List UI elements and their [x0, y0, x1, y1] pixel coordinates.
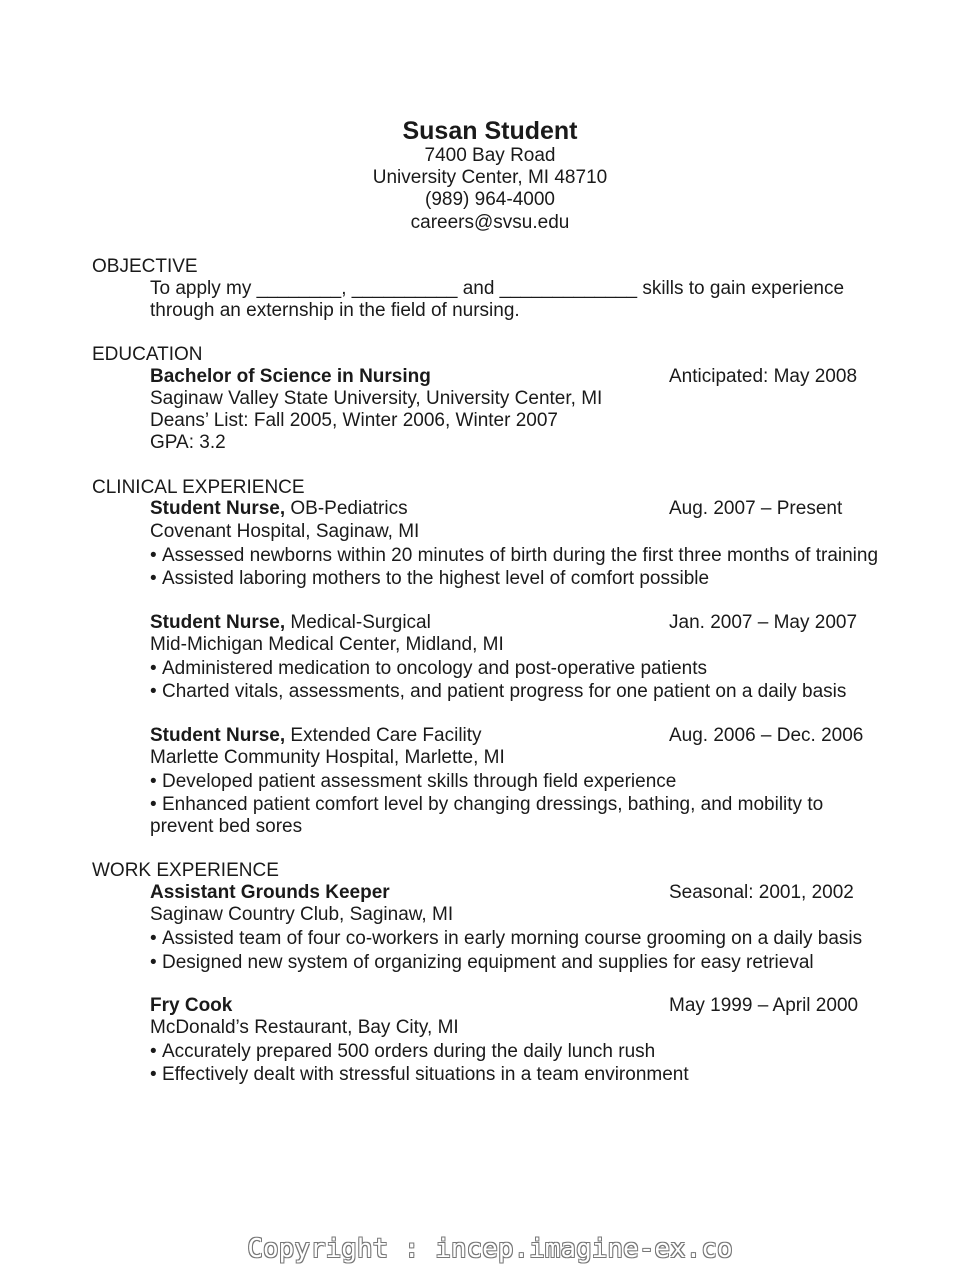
clinical-heading: CLINICAL EXPERIENCE [92, 477, 305, 498]
email: careers@svsu.edu [410, 212, 570, 233]
list-item-continuation: prevent bed sores [150, 816, 303, 837]
objective-line-1: To apply my ________, __________ and _____________ skills to gain experience [150, 278, 845, 299]
objective-heading: OBJECTIVE [92, 256, 198, 277]
list-item: • Assisted laboring mothers to the highest level of comfort possible [150, 568, 710, 589]
work-job-1-date: Seasonal: 2001, 2002 [669, 882, 854, 903]
clinical-job-2-place: Mid-Michigan Medical Center, Midland, MI [150, 634, 504, 655]
work-job-1-title: Assistant Grounds Keeper [150, 882, 390, 903]
list-item: • Developed patient assessment skills through field experience [150, 771, 677, 792]
job-unit: Medical-Surgical [285, 612, 431, 633]
bullet-icon: • [150, 681, 157, 702]
job-unit: OB-Pediatrics [285, 498, 408, 519]
clinical-job-2-title [150, 612, 431, 634]
bullet-icon: • [150, 568, 157, 589]
clinical-job-3-place: Marlette Community Hospital, Marlette, MI [150, 747, 505, 768]
address-line-1: 7400 Bay Road [424, 145, 556, 166]
clinical-job-1-place: Covenant Hospital, Saginaw, MI [150, 521, 420, 542]
bullet-icon: • [150, 545, 157, 566]
list-item: • Administered medication to oncology and post-operative patients [150, 658, 707, 679]
copyright-watermark: Copyright : incep.imagine-ex.co [247, 1234, 733, 1264]
bullet-icon: • [150, 794, 157, 815]
deans-list: Deans’ List: Fall 2005, Winter 2006, Winter 2007 [150, 410, 558, 431]
clinical-job-3-date: Aug. 2006 – Dec. 2006 [669, 725, 864, 746]
phone: (989) 964-4000 [425, 189, 555, 210]
school: Saginaw Valley State University, University Center, MI [150, 388, 603, 409]
list-item: • Effectively dealt with stressful situations in a team environment [150, 1064, 689, 1085]
list-item: • Assessed newborns within 20 minutes of birth during the first three months of training [150, 545, 879, 566]
work-heading: WORK EXPERIENCE [92, 860, 279, 881]
bullet-icon: • [150, 928, 157, 949]
job-unit: Extended Care Facility [285, 725, 482, 746]
work-job-2-place: McDonald’s Restaurant, Bay City, MI [150, 1017, 459, 1038]
bullet-icon: • [150, 1041, 157, 1062]
work-job-2-title: Fry Cook [150, 995, 233, 1016]
degree-date: Anticipated: May 2008 [669, 366, 858, 387]
bullet-icon: • [150, 658, 157, 679]
address-line-2: University Center, MI 48710 [372, 167, 608, 188]
degree: Bachelor of Science in Nursing [150, 366, 431, 387]
bullet-icon: • [150, 952, 157, 973]
objective-line-2: through an externship in the field of nursing. [150, 300, 520, 321]
job-title: Student Nurse, [150, 725, 286, 746]
list-item: • Enhanced patient comfort level by changing dressings, bathing, and mobility to [150, 794, 824, 815]
bullet-icon: • [150, 1064, 157, 1085]
resume-name: Susan Student [402, 117, 578, 145]
education-heading: EDUCATION [92, 344, 203, 365]
list-item: • Designed new system of organizing equipment and supplies for easy retrieval [150, 952, 814, 973]
work-job-1-place: Saginaw Country Club, Saginaw, MI [150, 904, 454, 925]
clinical-job-1-date: Aug. 2007 – Present [669, 498, 843, 519]
job-title: Student Nurse, [150, 498, 286, 519]
bullet-icon: • [150, 771, 157, 792]
work-job-2-date: May 1999 – April 2000 [669, 995, 859, 1016]
clinical-job-3-title [150, 725, 482, 747]
gpa: GPA: 3.2 [150, 432, 226, 453]
clinical-job-2-date: Jan. 2007 – May 2007 [669, 612, 858, 633]
list-item: • Assisted team of four co-workers in early morning course grooming on a daily basis [150, 928, 863, 949]
job-title: Student Nurse, [150, 612, 286, 633]
clinical-job-1-title [150, 498, 408, 520]
list-item: • Charted vitals, assessments, and patient progress for one patient on a daily basis [150, 681, 847, 702]
list-item: • Accurately prepared 500 orders during the daily lunch rush [150, 1041, 656, 1062]
